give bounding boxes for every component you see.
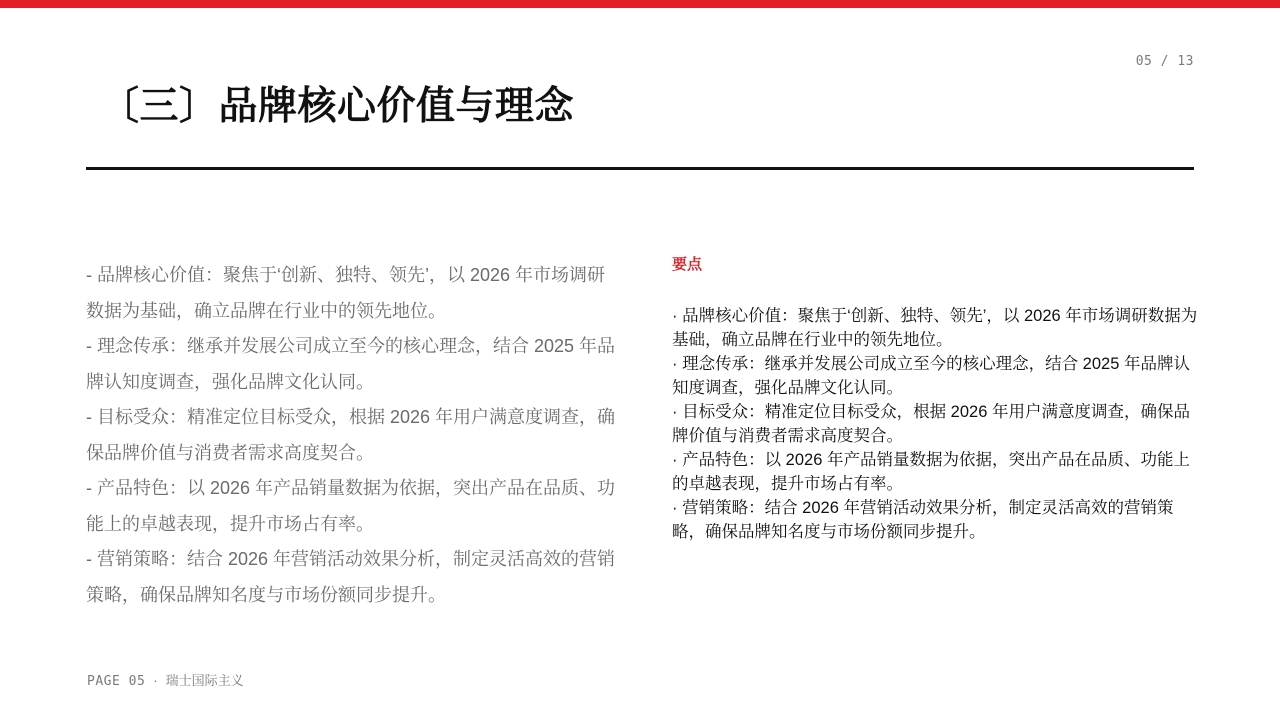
key-point-philosophy: · 理念传承：继承并发展公司成立至今的核心理念，结合 2025 年品牌认知度调查，强化品牌文化认同。 <box>672 355 1190 397</box>
footer-separator: · <box>153 673 158 688</box>
left-item-marketing: - 营销策略：结合 2026 年营销活动效果分析，制定灵活高效的营销策略，确保品牌知名度与市场份额同步提升。 <box>86 549 616 605</box>
left-item-product: - 产品特色：以 2026 年产品销量数据为依据，突出产品在品质、功能上的卓越表现，提升市场占有率。 <box>86 478 616 534</box>
top-accent-bar <box>0 0 1280 8</box>
left-item-audience: - 目标受众：精准定位目标受众，根据 2026 年用户满意度调查，确保品牌价值与消费者需求高度契合。 <box>86 407 616 463</box>
key-point-product: · 产品特色：以 2026 年产品销量数据为依据，突出产品在品质、功能上的卓越表现，提升市场占有率。 <box>672 451 1190 493</box>
key-point-marketing: · 营销策略：结合 2026 年营销活动效果分析，制定灵活高效的营销策略，确保品牌知名度与市场份额同步提升。 <box>672 499 1174 541</box>
key-point-core-value: · 品牌核心价值：聚焦于‘创新、独特、领先’，以 2026 年市场调研数据为基础，确立品牌在行业中的领先地位。 <box>672 307 1198 349</box>
key-point-audience: · 目标受众：精准定位目标受众，根据 2026 年用户满意度调查，确保品牌价值与消费者需求高度契合。 <box>672 403 1190 445</box>
key-points-panel <box>672 254 1202 544</box>
page-title: 〔三〕品牌核心价值与理念 <box>100 84 575 129</box>
left-content-column <box>86 258 616 613</box>
footer-organization: 瑞士国际主义 <box>165 673 244 688</box>
footer <box>87 670 244 689</box>
left-item-core-value: - 品牌核心价值：聚焦于‘创新、独特、领先’，以 2026 年市场调研数据为基础，确立品牌在行业中的领先地位。 <box>86 265 606 321</box>
key-points-heading: 要点 <box>672 256 703 273</box>
page-counter: 05 / 13 <box>1135 54 1194 69</box>
footer-page-label: PAGE 05 <box>87 674 146 689</box>
key-points-list <box>672 304 1202 544</box>
title-divider <box>86 167 1194 170</box>
left-item-philosophy: - 理念传承：继承并发展公司成立至今的核心理念，结合 2025 年品牌认知度调查，强化品牌文化认同。 <box>86 336 616 392</box>
